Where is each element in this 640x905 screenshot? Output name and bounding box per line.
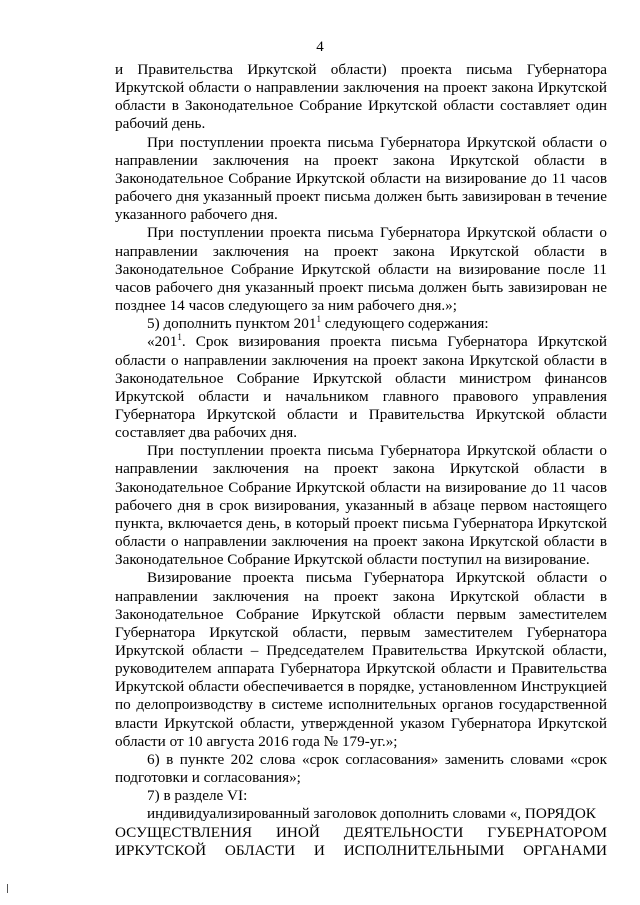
paragraph-before-11: При поступлении проекта письма Губернатора Иркутской области о направлении заключения на проект закона Иркутской области в Законодательное Собрание Иркутской области на визирование до 11 часов рабочего дня указанный проект письма должен быть завизирован в течение указанного рабочего дня. (115, 133, 607, 224)
point-201-1-text: . Срок визирования проекта письма Губернатора Иркутской области о направлении заключения на проект закона Иркутской области в Законодательное Собрание Иркутской области министром финансов Иркутской области и начальником главного правового управления Губернатора Иркутской области и Правительства Иркутской области составляет два рабочих дня. (115, 333, 607, 442)
paragraph-item-6: 6) в пункте 202 слова «срок согласования» заменить словами «срок подготовки и согласования»; (115, 750, 607, 787)
caps-heading-line-2: ИРКУТСКОЙ ОБЛАСТИ И ИСПОЛНИТЕЛЬНЫМИ ОРГАНАМИ (115, 841, 607, 859)
item-5-text: 5) дополнить пунктом 201 (147, 315, 317, 333)
scan-edge-mark (7, 884, 8, 893)
paragraph-visa-before-11: При поступлении проекта письма Губернатора Иркутской области о направлении заключения на проект закона Иркутской области в Законодательное Собрание Иркутской области на визирование до 11 часов рабочего дня в срок визирования, указанный в абзаце первом настоящего пункта, включается день, в который проект письма Губернатора Иркутской области о направлении заключения на проект закона Иркутской области в Законодательное Собрание Иркутской области поступил на визирование. (115, 442, 607, 569)
paragraph-continuation: и Правительства Иркутской области) проекта письма Губернатора Иркутской области о направлении заключения на проект закона Иркутской области в Законодательное Собрание Иркутской области составляет один рабочий день. (115, 61, 607, 133)
paragraph-item-7: 7) в разделе VI: (147, 787, 248, 805)
page-number: 4 (316, 39, 324, 55)
item-5-text-end: следующего содержания: (320, 315, 489, 333)
paragraph-item-5 (115, 315, 607, 333)
paragraph-visa-officials: Визирование проекта письма Губернатора Иркутской области о направлении заключения на проект закона Иркутской области в Законодательное Собрание Иркутской области первым заместителем Губернатора Иркутской области, первым заместителем Губернатора Иркутской области – Председателем Правительства Иркутской области, руководителем аппарата Губернатора Иркутской области и Правительства Иркутской области обеспечивается в порядке, установленном Инструкцией по делопроизводству в системе исполнительных органов государственной власти Иркутской области, утвержденной указом Губернатора Иркутской области от 10 августа 2016 года № 179-уг.»; (115, 569, 607, 750)
point-201-1-number: «201 (147, 333, 178, 351)
paragraph-section-vi-heading: индивидуализированный заголовок дополнить словами «, ПОРЯДОК (147, 805, 596, 823)
point-201-1-superscript: 1 (177, 332, 182, 343)
paragraph-after-11: При поступлении проекта письма Губернатора Иркутской области о направлении заключения на проект закона Иркутской области в Законодательное Собрание Иркутской области на визирование после 11 часов рабочего дня указанный проект письма должен быть завизирован не позднее 14 часов следующего за ним рабочего дня.»; (115, 224, 607, 315)
item-5-superscript: 1 (316, 314, 321, 325)
caps-heading-line-1: ОСУЩЕСТВЛЕНИЯ ИНОЙ ДЕЯТЕЛЬНОСТИ ГУБЕРНАТОРОМ (115, 823, 607, 841)
paragraph-point-201-1 (115, 333, 607, 442)
document-body (115, 61, 607, 860)
